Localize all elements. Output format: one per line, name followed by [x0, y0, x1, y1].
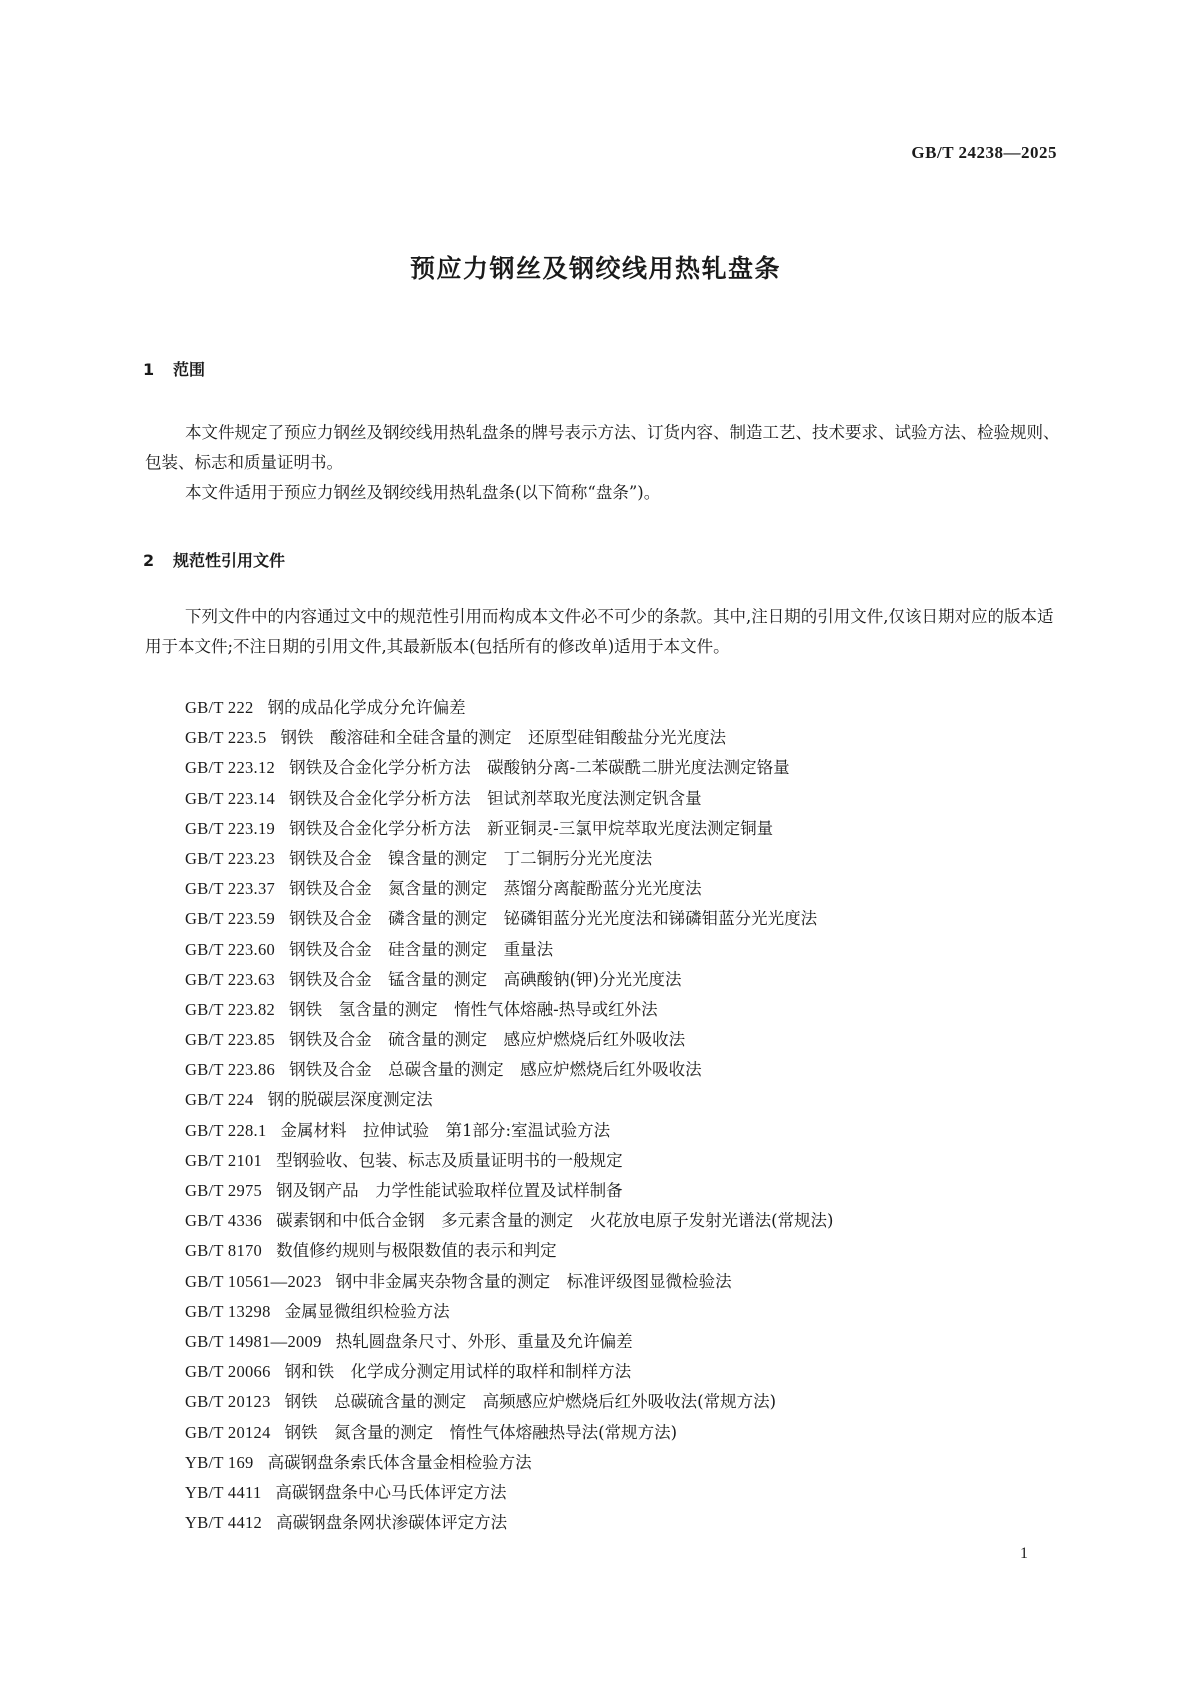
- section-2-title: 规范性引用文件: [173, 551, 286, 570]
- reference-title: 金属材料 拉伸试验 第1部分:室温试验方法: [280, 1120, 611, 1140]
- reference-item: [185, 1508, 834, 1538]
- standard-number: GB/T 24238—2025: [911, 143, 1057, 162]
- reference-code: YB/T 4412: [185, 1513, 263, 1533]
- reference-title: 钢铁及合金 硫含量的测定 感应炉燃烧后红外吸收法: [289, 1030, 686, 1050]
- reference-title: 钢铁 酸溶硅和全硅含量的测定 还原型硅钼酸盐分光光度法: [280, 728, 727, 748]
- reference-code: GB/T 10561—2023: [185, 1271, 322, 1291]
- reference-title: 数值修约规则与极限数值的表示和判定: [276, 1241, 557, 1261]
- reference-item: [185, 1327, 834, 1357]
- reference-title: 钢和铁 化学成分测定用试样的取样和制样方法: [284, 1362, 632, 1382]
- reference-title: 钢铁及合金 磷含量的测定 铋磷钼蓝分光光度法和锑磷钼蓝分光光度法: [289, 909, 818, 929]
- reference-title: 钢铁及合金化学分析方法 钽试剂萃取光度法测定钒含量: [289, 788, 702, 808]
- reference-title: 钢铁 氮含量的测定 惰性气体熔融热导法(常规方法): [284, 1422, 678, 1442]
- reference-item: [185, 874, 834, 904]
- reference-code: GB/T 20123: [185, 1392, 271, 1412]
- reference-code: GB/T 223.37: [185, 879, 276, 899]
- normative-references-list: [185, 693, 834, 1538]
- reference-item: [185, 1418, 834, 1448]
- reference-title: 金属显微组织检验方法: [284, 1301, 450, 1321]
- section-1-number: 1: [143, 360, 155, 379]
- reference-item: [185, 1116, 834, 1146]
- reference-item: [185, 1478, 834, 1508]
- reference-item: [185, 1448, 834, 1478]
- reference-item: [185, 1146, 834, 1176]
- reference-title: 钢中非金属夹杂物含量的测定 标准评级图显微检验法: [335, 1271, 732, 1291]
- reference-item: [185, 693, 834, 723]
- reference-item: [185, 844, 834, 874]
- scope-paragraph-1: 本文件规定了预应力钢丝及钢绞线用热轧盘条的牌号表示方法、订货内容、制造工艺、技术要求、试验方法、检验规则、包装、标志和质量证明书。: [145, 423, 1060, 472]
- reference-code: GB/T 8170: [185, 1241, 263, 1261]
- reference-code: GB/T 223.82: [185, 999, 276, 1019]
- reference-code: GB/T 223.14: [185, 788, 276, 808]
- document-title: 预应力钢丝及钢绞线用热轧盘条: [409, 254, 781, 283]
- reference-code: GB/T 223.5: [185, 728, 267, 748]
- reference-item: [185, 995, 834, 1025]
- reference-title: 钢及钢产品 力学性能试验取样位置及试样制备: [276, 1181, 623, 1200]
- reference-code: YB/T 4411: [185, 1482, 262, 1502]
- reference-code: GB/T 223.86: [185, 1060, 276, 1080]
- reference-code: GB/T 4336: [185, 1211, 263, 1231]
- reference-item: [185, 1055, 834, 1085]
- reference-item: [185, 965, 834, 995]
- reference-code: GB/T 222: [185, 698, 254, 717]
- reference-title: 钢铁及合金 硅含量的测定 重量法: [289, 939, 554, 959]
- reference-item: [185, 1085, 834, 1115]
- section-2-heading: [143, 548, 285, 571]
- reference-code: GB/T 2101: [185, 1150, 263, 1170]
- references-intro-paragraph: 下列文件中的内容通过文中的规范性引用而构成本文件必不可少的条款。其中,注日期的引用文件,仅该日期对应的版本适用于本文件;不注日期的引用文件,其最新版本(包括所有的修改单)适用于本文件。: [145, 607, 1054, 656]
- page-number: 1: [1020, 1545, 1028, 1562]
- reference-item: [185, 1236, 834, 1266]
- scope-paragraph-2: 本文件适用于预应力钢丝及钢绞线用热轧盘条(以下简称“盘条”)。: [185, 483, 661, 502]
- section-1-title: 范围: [173, 360, 206, 379]
- reference-item: [185, 1025, 834, 1055]
- reference-code: GB/T 223.60: [185, 939, 276, 959]
- reference-item: [185, 1297, 834, 1327]
- reference-item: [185, 1387, 834, 1417]
- reference-title: 钢的脱碳层深度测定法: [267, 1090, 433, 1110]
- reference-title: 钢的成品化学成分允许偏差: [267, 698, 466, 717]
- reference-title: 高碳钢盘条网状渗碳体评定方法: [276, 1513, 508, 1533]
- reference-item: [185, 1357, 834, 1387]
- reference-code: GB/T 20066: [185, 1362, 271, 1382]
- reference-title: 钢铁及合金 总碳含量的测定 感应炉燃烧后红外吸收法: [289, 1060, 702, 1080]
- reference-code: GB/T 2975: [185, 1181, 263, 1200]
- reference-title: 钢铁及合金 氮含量的测定 蒸馏分离靛酚蓝分光光度法: [289, 879, 702, 899]
- reference-title: 碳素钢和中低合金钢 多元素含量的测定 火花放电原子发射光谱法(常规法): [276, 1211, 834, 1231]
- reference-code: GB/T 223.23: [185, 848, 276, 868]
- reference-title: 钢铁及合金化学分析方法 新亚铜灵-三氯甲烷萃取光度法测定铜量: [289, 818, 774, 838]
- reference-title: 钢铁 总碳硫含量的测定 高频感应炉燃烧后红外吸收法(常规方法): [284, 1392, 777, 1412]
- reference-title: 钢铁及合金化学分析方法 碳酸钠分离-二苯碳酰二肼光度法测定铬量: [289, 758, 790, 778]
- reference-code: GB/T 20124: [185, 1422, 271, 1442]
- reference-item: [185, 1176, 834, 1206]
- reference-code: GB/T 223.19: [185, 818, 276, 838]
- reference-code: YB/T 169: [185, 1452, 254, 1472]
- reference-item: [185, 723, 834, 753]
- reference-item: [185, 904, 834, 934]
- reference-title: 高碳钢盘条中心马氏体评定方法: [275, 1482, 507, 1502]
- reference-code: GB/T 223.85: [185, 1030, 276, 1050]
- reference-title: 型钢验收、包装、标志及质量证明书的一般规定: [276, 1150, 623, 1170]
- reference-item: [185, 753, 834, 783]
- reference-title: 钢铁及合金 锰含量的测定 高碘酸钠(钾)分光光度法: [289, 969, 682, 989]
- section-2-number: 2: [143, 551, 155, 570]
- reference-item: [185, 1267, 834, 1297]
- reference-code: GB/T 13298: [185, 1301, 271, 1321]
- reference-code: GB/T 223.63: [185, 969, 276, 989]
- reference-code: GB/T 224: [185, 1090, 254, 1110]
- reference-item: [185, 814, 834, 844]
- reference-code: GB/T 228.1: [185, 1120, 267, 1140]
- reference-title: 热轧圆盘条尺寸、外形、重量及允许偏差: [335, 1331, 633, 1351]
- reference-code: GB/T 223.59: [185, 909, 276, 929]
- reference-code: GB/T 14981—2009: [185, 1331, 322, 1351]
- section-1-heading: [143, 357, 205, 380]
- reference-title: 钢铁及合金 镍含量的测定 丁二铜肟分光光度法: [289, 848, 653, 868]
- reference-code: GB/T 223.12: [185, 758, 276, 778]
- reference-title: 钢铁 氢含量的测定 惰性气体熔融-热导或红外法: [289, 999, 658, 1019]
- reference-item: [185, 935, 834, 965]
- reference-item: [185, 1206, 834, 1236]
- reference-title: 高碳钢盘条索氏体含量金相检验方法: [267, 1452, 532, 1472]
- reference-item: [185, 784, 834, 814]
